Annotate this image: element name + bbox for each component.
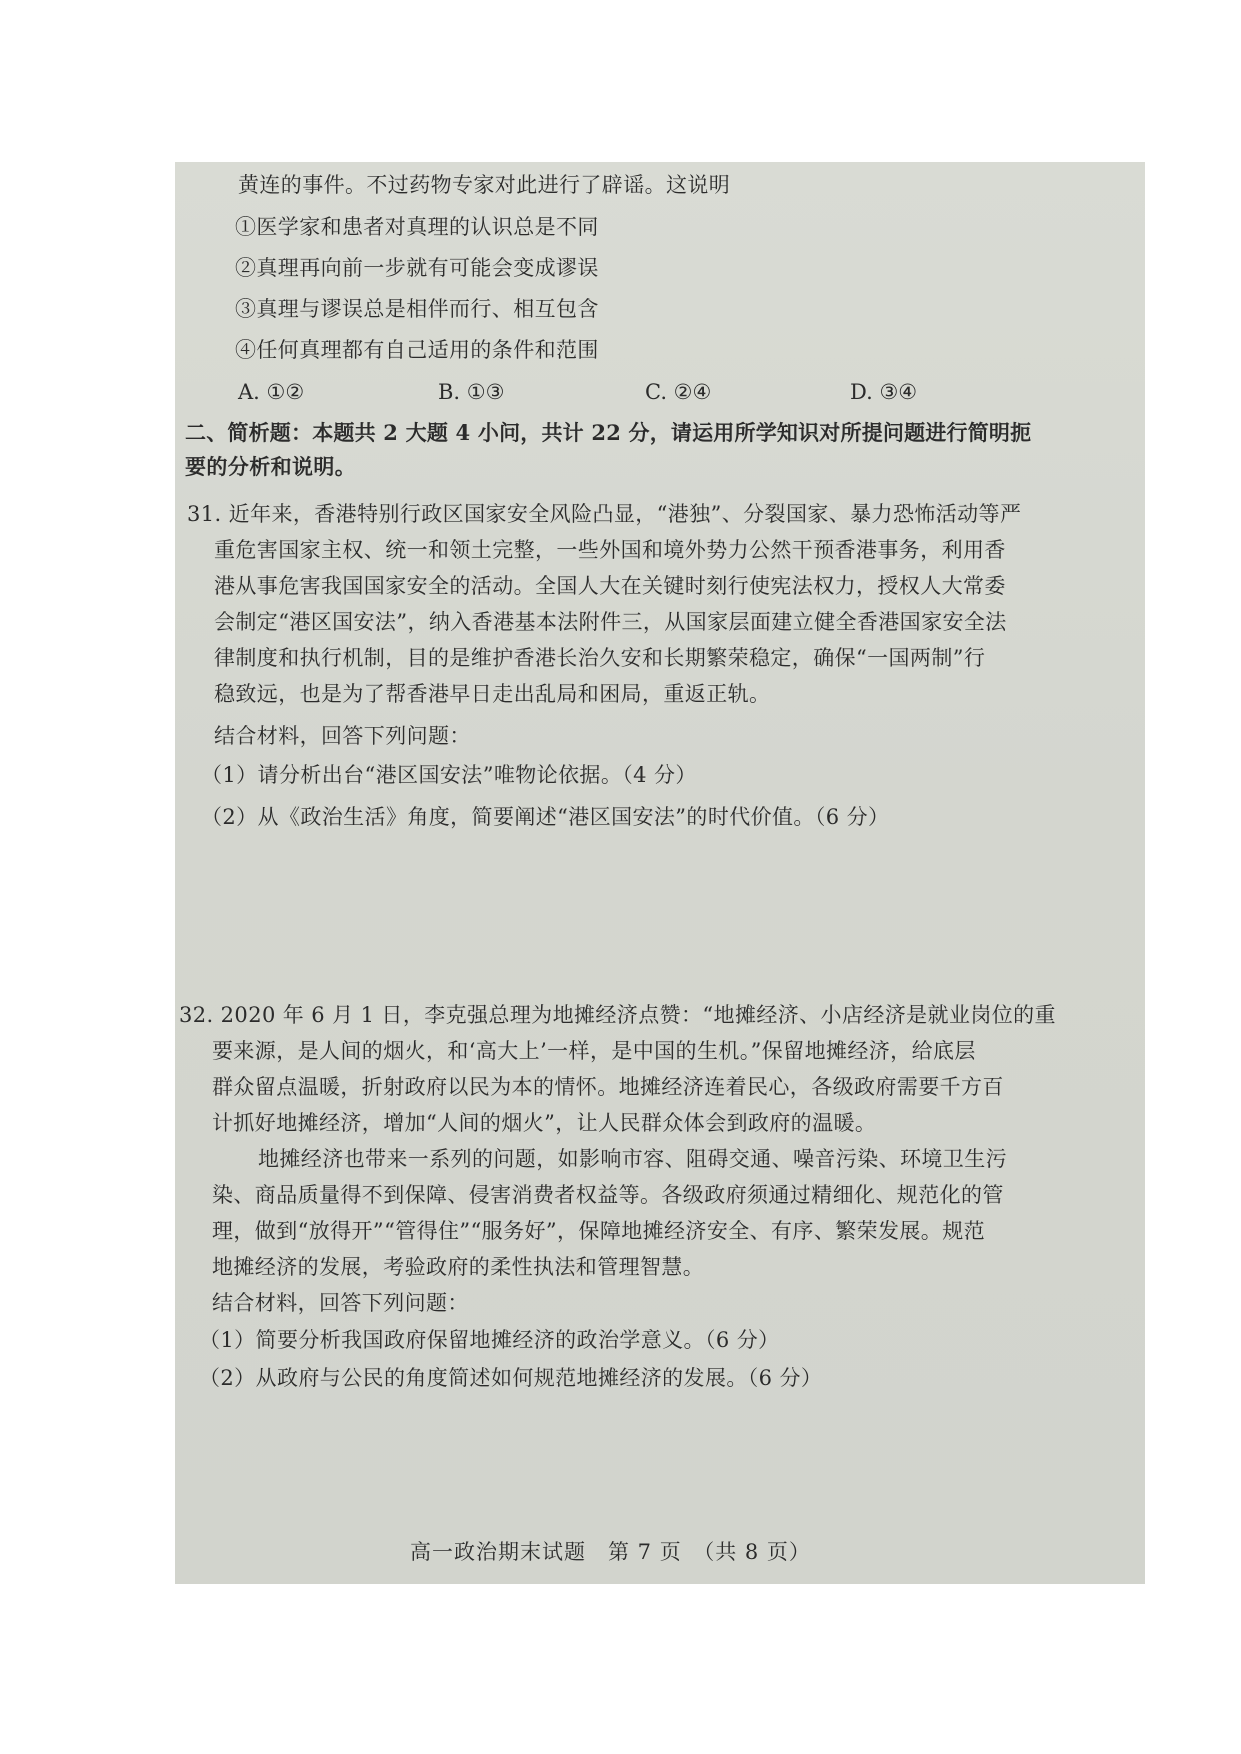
- page-footer: 高一政治期末试题 第 7 页 （共 8 页）: [410, 1540, 811, 1564]
- q31-line-1: 31. 近年来，香港特别行政区国家安全风险凸显，“港独”、分裂国家、暴力恐怖活动等严: [187, 502, 1022, 526]
- q30-option-d: D. ③④: [850, 380, 918, 404]
- q30-statement-4: ④任何真理都有自己适用的条件和范围: [235, 338, 599, 362]
- q32-question-1: （1）简要分析我国政府保留地摊经济的政治学意义。（6 分）: [199, 1328, 780, 1352]
- q31-line-3: 港从事危害我国国家安全的活动。全国人大在关键时刻行使宪法权力，授权人大常委: [214, 574, 1006, 598]
- q32-line-3: 群众留点温暖，折射政府以民为本的情怀。地摊经济连着民心，各级政府需要千方百: [212, 1075, 1004, 1099]
- q31-question-2: （2）从《政治生活》角度，简要阐述“港区国安法”的时代价值。（6 分）: [201, 805, 890, 829]
- q31-line-5: 律制度和执行机制，目的是维护香港长治久安和长期繁荣稳定，确保“一国两制”行: [214, 646, 986, 670]
- section2-heading-line1: 二、简析题：本题共 2 大题 4 小问，共计 22 分，请运用所学知识对所提问题进行简明扼: [185, 420, 1032, 445]
- q32-question-2: （2）从政府与公民的角度简述如何规范地摊经济的发展。（6 分）: [199, 1366, 823, 1390]
- q32-line-5: 地摊经济也带来一系列的问题，如影响市容、阻碍交通、噪音污染、环境卫生污: [258, 1147, 1007, 1171]
- q31-line-2: 重危害国家主权、统一和领土完整，一些外国和境外势力公然干预香港事务，利用香: [214, 538, 1006, 562]
- q31-line-4: 会制定“港区国安法”，纳入香港基本法附件三，从国家层面建立健全香港国家安全法: [214, 610, 1007, 634]
- q32-prompt: 结合材料，回答下列问题：: [212, 1291, 469, 1315]
- q32-line-8: 地摊经济的发展，考验政府的柔性执法和管理智慧。: [212, 1255, 705, 1279]
- q32-line-4: 计抓好地摊经济，增加“人间的烟火”，让人民群众体会到政府的温暖。: [212, 1111, 877, 1135]
- q30-statement-2: ②真理再向前一步就有可能会变成谬误: [235, 256, 599, 280]
- q32-line-6: 染、商品质量得不到保障、侵害消费者权益等。各级政府须通过精细化、规范化的管: [212, 1183, 1004, 1207]
- q31-line-6: 稳致远，也是为了帮香港早日走出乱局和困局，重返正轨。: [214, 682, 771, 706]
- q30-option-b: B. ①③: [438, 380, 505, 404]
- q30-option-c: C. ②④: [645, 380, 712, 404]
- q32-line-7: 理，做到“放得开”“管得住”“服务好”，保障地摊经济安全、有序、繁荣发展。规范: [212, 1219, 986, 1243]
- exam-paper-photo: [175, 162, 1145, 1584]
- q32-line-2: 要来源，是人间的烟火，和‘高大上’一样，是中国的生机。”保留地摊经济，给底层: [212, 1039, 976, 1063]
- q30-option-a: A. ①②: [238, 380, 305, 404]
- q30-statement-3: ③真理与谬误总是相伴而行、相互包含: [235, 297, 599, 321]
- q31-prompt: 结合材料，回答下列问题：: [214, 724, 471, 748]
- q30-intro-tail: 黄连的事件。不过药物专家对此进行了辟谣。这说明: [238, 173, 731, 197]
- q31-question-1: （1）请分析出台“港区国安法”唯物论依据。（4 分）: [201, 763, 697, 787]
- section2-heading-line2: 要的分析和说明。: [185, 454, 357, 479]
- q32-line-1: 32. 2020 年 6 月 1 日，李克强总理为地摊经济点赞：“地摊经济、小店经济是就业岗位的重: [179, 1003, 1056, 1027]
- q30-statement-1: ①医学家和患者对真理的认识总是不同: [235, 215, 599, 239]
